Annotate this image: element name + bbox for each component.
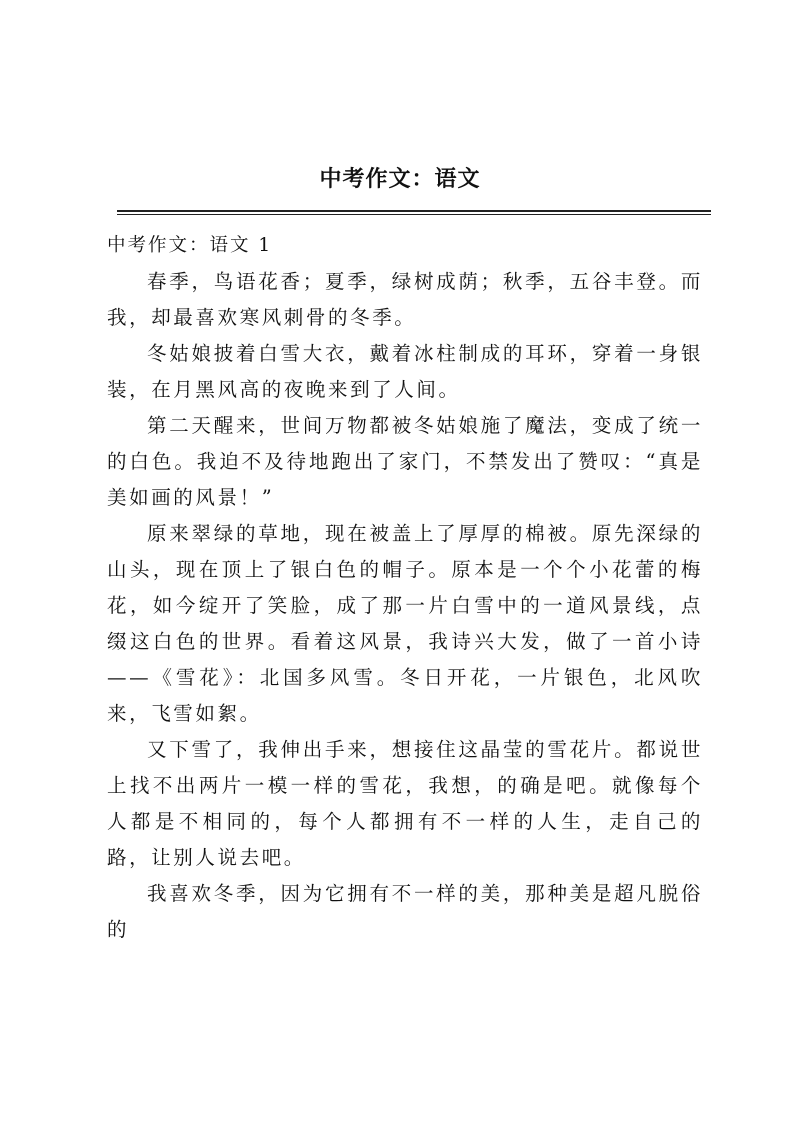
title-divider-thick xyxy=(117,210,711,212)
document-title: 中考作文：语文 xyxy=(319,166,481,192)
paragraph: 又下雪了，我伸出手来，想接住这晶莹的雪花片。都说世上找不出两片一模一样的雪花，我想，的确是吧。就像每个人都是不相同的，每个人都拥有不一样的人生，走自己的路，让别人说去吧。 xyxy=(107,738,703,869)
paragraph: 我喜欢冬季，因为它拥有不一样的美，那种美是超凡脱俗的 xyxy=(107,882,703,941)
section-heading: 中考作文：语文 1 xyxy=(107,235,273,256)
paragraph: 原来翠绿的草地，现在被盖上了厚厚的棉被。原先深绿的山头，现在顶上了银白色的帽子。原本是一个个小花蕾的梅花，如今绽开了笑脸，成了那一片白雪中的一道风景线，点缀这白色的世界。看着这风景，我诗兴大发，做了一首小诗——《雪花》：北国多风雪。冬日开花，一片银色，北风吹来，飞雪如絮。 xyxy=(107,522,703,725)
title-divider-thin xyxy=(117,214,711,215)
paragraph: 冬姑娘披着白雪大衣，戴着冰柱制成的耳环，穿着一身银装，在月黑风高的夜晚来到了人间。 xyxy=(107,342,703,401)
paragraph: 春季，鸟语花香；夏季，绿树成荫；秋季，五谷丰登。而我，却最喜欢寒风刺骨的冬季。 xyxy=(107,270,703,329)
paragraph: 第二天醒来，世间万物都被冬姑娘施了魔法，变成了统一的白色。我迫不及待地跑出了家门，不禁发出了赞叹：“真是美如画的风景！” xyxy=(107,414,703,509)
document-body xyxy=(107,228,703,948)
